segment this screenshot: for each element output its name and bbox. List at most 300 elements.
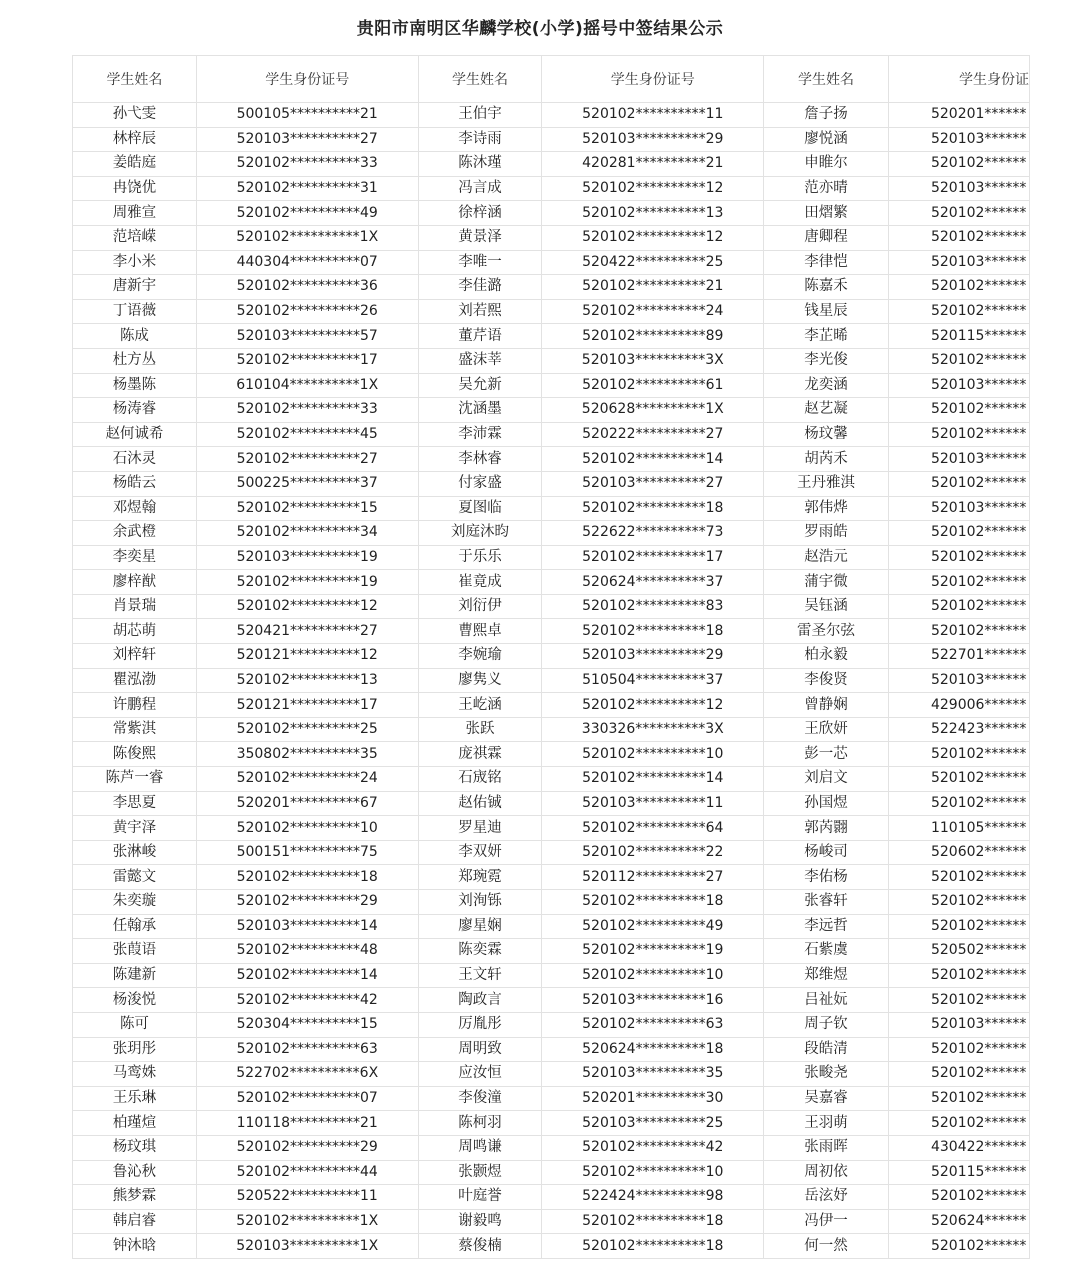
- header-student-name: 学生姓名: [418, 56, 542, 103]
- student-name-cell: 李思夏: [73, 791, 197, 816]
- student-name-cell: 黄景泽: [418, 225, 542, 250]
- student-name-cell: 赵佑铖: [418, 791, 542, 816]
- student-id-cell: 520102**********19: [542, 939, 764, 964]
- table-row: [73, 471, 1030, 496]
- student-name-cell: 张跃: [418, 717, 542, 742]
- student-id-cell: 520102******: [888, 201, 1029, 226]
- student-id-cell: 520102**********12: [542, 225, 764, 250]
- student-name-cell: 范培嵘: [73, 225, 197, 250]
- student-name-cell: 张葭语: [73, 939, 197, 964]
- student-name-cell: 李双妍: [418, 840, 542, 865]
- page-title: 贵阳市南明区华麟学校(小学)摇号中签结果公示: [356, 19, 724, 39]
- student-name-cell: 赵艺凝: [764, 398, 889, 423]
- student-name-cell: 杨涛睿: [73, 398, 197, 423]
- student-name-cell: 王丹雅淇: [764, 471, 889, 496]
- student-id-cell: 520103******: [888, 1012, 1029, 1037]
- header-student-id: 学生身份证: [888, 56, 1029, 103]
- student-id-cell: 500151**********75: [196, 840, 418, 865]
- student-name-cell: 陈芦一睿: [73, 767, 197, 792]
- student-id-cell: 520102******: [888, 914, 1029, 939]
- student-id-cell: 520102**********10: [196, 816, 418, 841]
- student-name-cell: 周鸣谦: [418, 1135, 542, 1160]
- table-row: [73, 840, 1030, 865]
- table-row: [73, 717, 1030, 742]
- student-id-cell: 520103**********27: [196, 127, 418, 152]
- student-name-cell: 陈柯羽: [418, 1111, 542, 1136]
- student-id-cell: 110105******: [888, 816, 1029, 841]
- student-name-cell: 郭芮翾: [764, 816, 889, 841]
- student-id-cell: 429006******: [888, 693, 1029, 718]
- student-id-cell: 520102**********34: [196, 521, 418, 546]
- table-body: [73, 103, 1030, 1259]
- student-id-cell: 520522**********11: [196, 1185, 418, 1210]
- student-name-cell: 张畯尧: [764, 1062, 889, 1087]
- student-name-cell: 许鹏程: [73, 693, 197, 718]
- table-row: [73, 348, 1030, 373]
- student-name-cell: 刘衍伊: [418, 594, 542, 619]
- student-name-cell: 丁语薇: [73, 299, 197, 324]
- student-id-cell: 520102**********44: [196, 1160, 418, 1185]
- student-name-cell: 应汝恒: [418, 1062, 542, 1087]
- student-name-cell: 鲁沁秋: [73, 1160, 197, 1185]
- student-id-cell: 420281**********21: [542, 152, 764, 177]
- student-id-cell: 520103**********3X: [542, 348, 764, 373]
- student-name-cell: 周明致: [418, 1037, 542, 1062]
- student-id-cell: 520102******: [888, 521, 1029, 546]
- student-name-cell: 张颢煜: [418, 1160, 542, 1185]
- table-row: [73, 152, 1030, 177]
- student-name-cell: 林梓辰: [73, 127, 197, 152]
- student-id-cell: 520102**********27: [196, 447, 418, 472]
- student-id-cell: 520102******: [888, 963, 1029, 988]
- student-id-cell: 520102**********14: [542, 767, 764, 792]
- table-row: [73, 201, 1030, 226]
- student-id-cell: 520102******: [888, 1037, 1029, 1062]
- table-row: [73, 767, 1030, 792]
- student-id-cell: 520102******: [888, 865, 1029, 890]
- student-name-cell: 李光俊: [764, 348, 889, 373]
- table-row: [73, 570, 1030, 595]
- student-name-cell: 蒲宇微: [764, 570, 889, 595]
- student-id-cell: 520102******: [888, 422, 1029, 447]
- table-row: [73, 103, 1030, 128]
- table-row: [73, 865, 1030, 890]
- student-id-cell: 520102**********1X: [196, 1209, 418, 1234]
- student-id-cell: 520102**********21: [542, 275, 764, 300]
- student-name-cell: 刘若熙: [418, 299, 542, 324]
- table-row: [73, 496, 1030, 521]
- student-name-cell: 段皓清: [764, 1037, 889, 1062]
- student-id-cell: 520103******: [888, 496, 1029, 521]
- student-name-cell: 夏图临: [418, 496, 542, 521]
- table-row: [73, 521, 1030, 546]
- student-name-cell: 陈可: [73, 1012, 197, 1037]
- student-id-cell: 520222**********27: [542, 422, 764, 447]
- student-id-cell: 520103******: [888, 447, 1029, 472]
- student-id-cell: 520102**********49: [196, 201, 418, 226]
- student-name-cell: 叶庭誉: [418, 1185, 542, 1210]
- student-id-cell: 520103******: [888, 127, 1029, 152]
- student-id-cell: 520102******: [888, 275, 1029, 300]
- student-id-cell: 440304**********07: [196, 250, 418, 275]
- student-id-cell: 520103**********27: [542, 471, 764, 496]
- student-name-cell: 石紫虞: [764, 939, 889, 964]
- table-row: [73, 1160, 1030, 1185]
- student-name-cell: 胡芮禾: [764, 447, 889, 472]
- student-name-cell: 吴允新: [418, 373, 542, 398]
- table-row: [73, 1135, 1030, 1160]
- student-name-cell: 李唯一: [418, 250, 542, 275]
- student-id-cell: 520201**********30: [542, 1086, 764, 1111]
- header-student-name: 学生姓名: [73, 56, 197, 103]
- student-name-cell: 杨墨陈: [73, 373, 197, 398]
- student-name-cell: 王文轩: [418, 963, 542, 988]
- student-id-cell: 520102******: [888, 791, 1029, 816]
- student-id-cell: 520102**********1X: [196, 225, 418, 250]
- student-id-cell: 520102**********07: [196, 1086, 418, 1111]
- table-row: [73, 324, 1030, 349]
- table-row: [73, 644, 1030, 669]
- student-name-cell: 刘启文: [764, 767, 889, 792]
- student-id-cell: 520103**********35: [542, 1062, 764, 1087]
- student-name-cell: 邓煜翰: [73, 496, 197, 521]
- student-id-cell: 520102******: [888, 299, 1029, 324]
- student-id-cell: 520624**********37: [542, 570, 764, 595]
- student-name-cell: 陈俊熙: [73, 742, 197, 767]
- student-id-cell: 520102******: [888, 545, 1029, 570]
- student-name-cell: 吴嘉睿: [764, 1086, 889, 1111]
- student-name-cell: 廖星娴: [418, 914, 542, 939]
- student-name-cell: 余武橙: [73, 521, 197, 546]
- student-name-cell: 庞祺霖: [418, 742, 542, 767]
- table-row: [73, 1234, 1030, 1259]
- student-name-cell: 申睢尔: [764, 152, 889, 177]
- student-id-cell: 520103**********19: [196, 545, 418, 570]
- student-name-cell: 何一然: [764, 1234, 889, 1259]
- student-id-cell: 520102**********26: [196, 299, 418, 324]
- student-name-cell: 陈建新: [73, 963, 197, 988]
- student-name-cell: 李婉瑜: [418, 644, 542, 669]
- student-id-cell: 520102**********45: [196, 422, 418, 447]
- student-id-cell: 520102******: [888, 570, 1029, 595]
- student-id-cell: 520102**********63: [542, 1012, 764, 1037]
- student-id-cell: 520103******: [888, 668, 1029, 693]
- student-id-cell: 520102**********10: [542, 963, 764, 988]
- student-id-cell: 350802**********35: [196, 742, 418, 767]
- student-name-cell: 周子钦: [764, 1012, 889, 1037]
- student-id-cell: 520102**********48: [196, 939, 418, 964]
- student-id-cell: 520102**********49: [542, 914, 764, 939]
- student-id-cell: 522702**********6X: [196, 1062, 418, 1087]
- student-id-cell: 520102**********89: [542, 324, 764, 349]
- student-id-cell: 520102******: [888, 398, 1029, 423]
- student-id-cell: 520102******: [888, 348, 1029, 373]
- student-id-cell: 520103**********25: [542, 1111, 764, 1136]
- student-name-cell: 厉胤彤: [418, 1012, 542, 1037]
- student-name-cell: 董芹语: [418, 324, 542, 349]
- student-name-cell: 盛沫莘: [418, 348, 542, 373]
- student-name-cell: 刘梓轩: [73, 644, 197, 669]
- student-id-cell: 520102**********31: [196, 176, 418, 201]
- student-name-cell: 任翰承: [73, 914, 197, 939]
- student-name-cell: 雷圣尔弦: [764, 619, 889, 644]
- student-id-cell: 520102**********14: [542, 447, 764, 472]
- student-id-cell: 522424**********98: [542, 1185, 764, 1210]
- student-name-cell: 孙弋雯: [73, 103, 197, 128]
- table-row: [73, 1086, 1030, 1111]
- student-name-cell: 崔竟成: [418, 570, 542, 595]
- table-row: [73, 988, 1030, 1013]
- student-id-cell: 520103**********57: [196, 324, 418, 349]
- student-name-cell: 王羽萌: [764, 1111, 889, 1136]
- student-id-cell: 330326**********3X: [542, 717, 764, 742]
- student-id-cell: 520102**********10: [542, 1160, 764, 1185]
- student-name-cell: 杜方丛: [73, 348, 197, 373]
- table-row: [73, 275, 1030, 300]
- student-name-cell: 郑琬霓: [418, 865, 542, 890]
- student-name-cell: 朱奕璇: [73, 890, 197, 915]
- table-row: [73, 619, 1030, 644]
- student-name-cell: 陈嘉禾: [764, 275, 889, 300]
- student-id-cell: 520304**********15: [196, 1012, 418, 1037]
- student-id-cell: 520102******: [888, 1185, 1029, 1210]
- student-name-cell: 雷懿文: [73, 865, 197, 890]
- table-row: [73, 225, 1030, 250]
- student-id-cell: 520502******: [888, 939, 1029, 964]
- student-name-cell: 张淋峻: [73, 840, 197, 865]
- student-id-cell: 520103**********11: [542, 791, 764, 816]
- student-id-cell: 520102******: [888, 225, 1029, 250]
- student-id-cell: 520102**********42: [542, 1135, 764, 1160]
- student-id-cell: 520102**********19: [196, 570, 418, 595]
- student-id-cell: 520102**********12: [542, 693, 764, 718]
- student-name-cell: 罗星迪: [418, 816, 542, 841]
- student-name-cell: 杨玟琪: [73, 1135, 197, 1160]
- student-id-cell: 520103**********29: [542, 127, 764, 152]
- student-name-cell: 石沐灵: [73, 447, 197, 472]
- student-id-cell: 520102**********24: [542, 299, 764, 324]
- student-name-cell: 杨浚悦: [73, 988, 197, 1013]
- student-name-cell: 蔡俊楠: [418, 1234, 542, 1259]
- student-id-cell: 520102**********83: [542, 594, 764, 619]
- student-id-cell: 520102**********17: [542, 545, 764, 570]
- student-name-cell: 李奕星: [73, 545, 197, 570]
- student-name-cell: 李俊潼: [418, 1086, 542, 1111]
- student-name-cell: 廖悦涵: [764, 127, 889, 152]
- student-name-cell: 岳泫妤: [764, 1185, 889, 1210]
- table-row: [73, 963, 1030, 988]
- student-id-cell: 520103******: [888, 176, 1029, 201]
- student-id-cell: 520102**********12: [196, 594, 418, 619]
- student-name-cell: 姜皓庭: [73, 152, 197, 177]
- student-id-cell: 500105**********21: [196, 103, 418, 128]
- student-id-cell: 520102**********29: [196, 890, 418, 915]
- student-id-cell: 520102**********18: [542, 1209, 764, 1234]
- student-name-cell: 唐新宇: [73, 275, 197, 300]
- student-name-cell: 周雅宣: [73, 201, 197, 226]
- table-header-row: [73, 56, 1030, 103]
- student-name-cell: 李小米: [73, 250, 197, 275]
- results-table-wrapper[interactable]: [72, 55, 1030, 1259]
- table-row: [73, 250, 1030, 275]
- student-id-cell: 522622**********73: [542, 521, 764, 546]
- student-name-cell: 李俊贤: [764, 668, 889, 693]
- student-name-cell: 李芷晞: [764, 324, 889, 349]
- student-name-cell: 王乐琳: [73, 1086, 197, 1111]
- student-id-cell: 520102**********11: [542, 103, 764, 128]
- student-id-cell: 520102**********64: [542, 816, 764, 841]
- table-row: [73, 1185, 1030, 1210]
- student-id-cell: 520102**********10: [542, 742, 764, 767]
- student-name-cell: 瞿泓渤: [73, 668, 197, 693]
- student-name-cell: 曹熙卓: [418, 619, 542, 644]
- header-student-id: 学生身份证号: [196, 56, 418, 103]
- student-id-cell: 520102**********13: [196, 668, 418, 693]
- student-name-cell: 田熠繁: [764, 201, 889, 226]
- header-student-id: 学生身份证号: [542, 56, 764, 103]
- student-id-cell: 520102**********33: [196, 152, 418, 177]
- student-id-cell: 520422**********25: [542, 250, 764, 275]
- student-name-cell: 王欣妍: [764, 717, 889, 742]
- student-name-cell: 钟沐晗: [73, 1234, 197, 1259]
- student-id-cell: 520628**********1X: [542, 398, 764, 423]
- student-name-cell: 彭一芯: [764, 742, 889, 767]
- student-name-cell: 吕祉妧: [764, 988, 889, 1013]
- student-id-cell: 520102**********29: [196, 1135, 418, 1160]
- header-student-name: 学生姓名: [764, 56, 889, 103]
- student-id-cell: 520102**********18: [196, 865, 418, 890]
- student-name-cell: 郑维煜: [764, 963, 889, 988]
- student-id-cell: 520102**********24: [196, 767, 418, 792]
- student-name-cell: 柏瑾煊: [73, 1111, 197, 1136]
- table-row: [73, 816, 1030, 841]
- student-name-cell: 刘庭沐昀: [418, 521, 542, 546]
- student-id-cell: 520102**********36: [196, 275, 418, 300]
- student-name-cell: 孙国煜: [764, 791, 889, 816]
- student-name-cell: 李佑杨: [764, 865, 889, 890]
- table-row: [73, 447, 1030, 472]
- student-id-cell: 520102**********22: [542, 840, 764, 865]
- table-row: [73, 693, 1030, 718]
- student-id-cell: 520115******: [888, 1160, 1029, 1185]
- student-name-cell: 吴钰涵: [764, 594, 889, 619]
- table-row: [73, 668, 1030, 693]
- student-id-cell: 520102**********13: [542, 201, 764, 226]
- student-name-cell: 李律恺: [764, 250, 889, 275]
- table-row: [73, 742, 1030, 767]
- student-id-cell: 520102******: [888, 1086, 1029, 1111]
- student-name-cell: 范亦晴: [764, 176, 889, 201]
- student-id-cell: 430422******: [888, 1135, 1029, 1160]
- student-name-cell: 韩启睿: [73, 1209, 197, 1234]
- student-name-cell: 谢毅鸣: [418, 1209, 542, 1234]
- student-name-cell: 王伯宇: [418, 103, 542, 128]
- student-id-cell: 520102******: [888, 619, 1029, 644]
- student-name-cell: 杨峻司: [764, 840, 889, 865]
- student-name-cell: 曾静娴: [764, 693, 889, 718]
- student-id-cell: 522701******: [888, 644, 1029, 669]
- student-name-cell: 赵浩元: [764, 545, 889, 570]
- student-name-cell: 常紫淇: [73, 717, 197, 742]
- student-name-cell: 石宬铭: [418, 767, 542, 792]
- table-row: [73, 890, 1030, 915]
- student-id-cell: 520102**********15: [196, 496, 418, 521]
- student-name-cell: 胡芯萌: [73, 619, 197, 644]
- student-name-cell: 唐卿程: [764, 225, 889, 250]
- student-name-cell: 李佳潞: [418, 275, 542, 300]
- student-name-cell: 郭伟烨: [764, 496, 889, 521]
- student-id-cell: 520103**********29: [542, 644, 764, 669]
- table-row: [73, 914, 1030, 939]
- student-id-cell: 520102**********61: [542, 373, 764, 398]
- student-name-cell: 杨玟馨: [764, 422, 889, 447]
- student-name-cell: 陈沐瑾: [418, 152, 542, 177]
- student-id-cell: 520102******: [888, 767, 1029, 792]
- student-id-cell: 520624**********18: [542, 1037, 764, 1062]
- student-id-cell: 520102******: [888, 1111, 1029, 1136]
- table-row: [73, 594, 1030, 619]
- student-id-cell: 520102**********18: [542, 890, 764, 915]
- student-name-cell: 黄宇泽: [73, 816, 197, 841]
- student-id-cell: 520103******: [888, 250, 1029, 275]
- student-id-cell: 520103**********1X: [196, 1234, 418, 1259]
- student-name-cell: 廖梓猷: [73, 570, 197, 595]
- student-name-cell: 张雨晖: [764, 1135, 889, 1160]
- table-row: [73, 939, 1030, 964]
- student-name-cell: 李沛霖: [418, 422, 542, 447]
- student-id-cell: 520112**********27: [542, 865, 764, 890]
- student-name-cell: 钱星辰: [764, 299, 889, 324]
- student-name-cell: 肖景瑞: [73, 594, 197, 619]
- student-id-cell: 520102******: [888, 152, 1029, 177]
- table-row: [73, 791, 1030, 816]
- student-name-cell: 李远哲: [764, 914, 889, 939]
- table-row: [73, 1209, 1030, 1234]
- student-name-cell: 詹子扬: [764, 103, 889, 128]
- student-name-cell: 王屹涵: [418, 693, 542, 718]
- student-id-cell: 520201******: [888, 103, 1029, 128]
- student-id-cell: 520102******: [888, 471, 1029, 496]
- student-id-cell: 520102**********18: [542, 619, 764, 644]
- student-name-cell: 张睿轩: [764, 890, 889, 915]
- student-name-cell: 罗雨皓: [764, 521, 889, 546]
- student-name-cell: 赵何诚希: [73, 422, 197, 447]
- table-row: [73, 1111, 1030, 1136]
- student-id-cell: 520102**********17: [196, 348, 418, 373]
- student-id-cell: 520102******: [888, 1062, 1029, 1087]
- student-name-cell: 马鸾姝: [73, 1062, 197, 1087]
- student-name-cell: 周初依: [764, 1160, 889, 1185]
- student-name-cell: 陈成: [73, 324, 197, 349]
- table-row: [73, 545, 1030, 570]
- table-row: [73, 299, 1030, 324]
- student-name-cell: 龙奕涵: [764, 373, 889, 398]
- table-row: [73, 422, 1030, 447]
- student-name-cell: 杨皓云: [73, 471, 197, 496]
- student-name-cell: 柏永毅: [764, 644, 889, 669]
- student-name-cell: 冯言成: [418, 176, 542, 201]
- student-name-cell: 冯伊一: [764, 1209, 889, 1234]
- student-id-cell: 500225**********37: [196, 471, 418, 496]
- results-table: [72, 55, 1030, 1259]
- student-name-cell: 陈奕霖: [418, 939, 542, 964]
- student-id-cell: 520102**********12: [542, 176, 764, 201]
- table-row: [73, 398, 1030, 423]
- table-row: [73, 176, 1030, 201]
- student-name-cell: 廖隽义: [418, 668, 542, 693]
- student-id-cell: 520103**********14: [196, 914, 418, 939]
- table-row: [73, 127, 1030, 152]
